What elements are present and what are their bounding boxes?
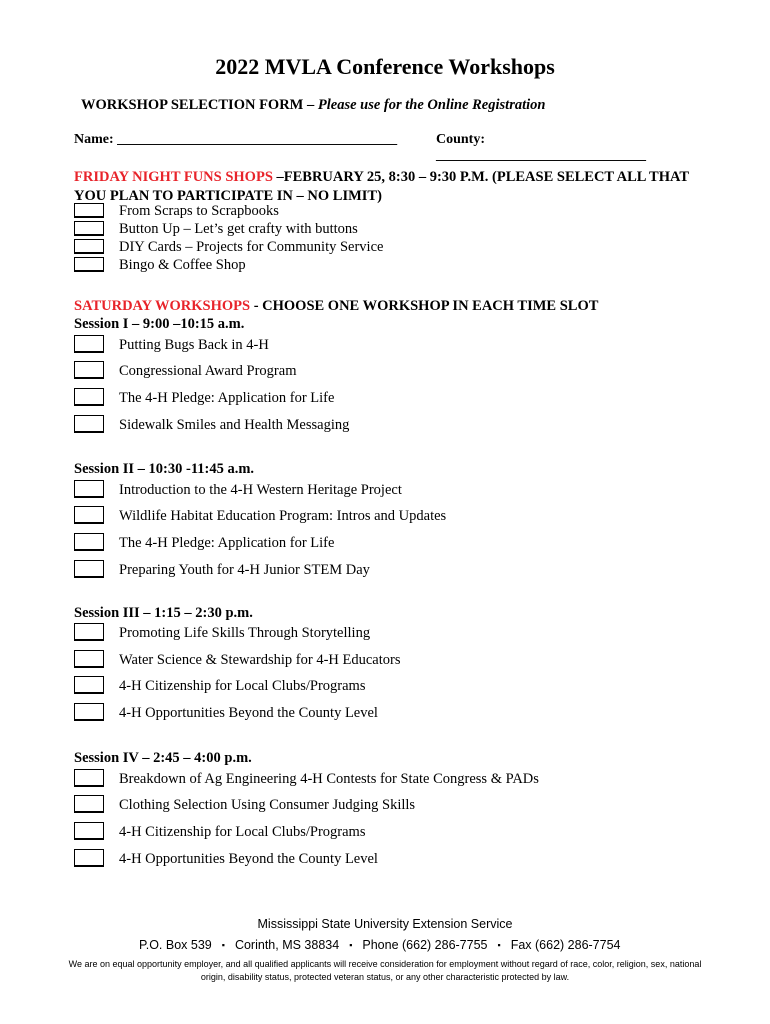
checkbox[interactable] <box>74 703 104 721</box>
footer-phone: Phone (662) 286-7755 <box>362 938 488 952</box>
workshop-option[interactable] <box>74 849 714 871</box>
workshop-option[interactable] <box>74 388 714 410</box>
workshop-option[interactable] <box>74 676 714 698</box>
checkbox[interactable] <box>74 676 104 694</box>
workshop-option[interactable] <box>74 415 714 437</box>
option-label: Water Science & Stewardship for 4-H Educators <box>119 652 401 668</box>
footer-fax: Fax (662) 286-7754 <box>510 938 621 952</box>
option-label: Introduction to the 4-H Western Heritage Project <box>119 482 402 498</box>
option-label: The 4-H Pledge: Application for Life <box>119 535 335 551</box>
checkbox[interactable] <box>74 822 104 840</box>
session-title: Session I – 9:00 –10:15 a.m. <box>74 316 245 332</box>
saturday-heading-details: - CHOOSE ONE WORKSHOP IN EACH TIME SLOT <box>250 298 599 314</box>
checkbox[interactable] <box>74 506 104 524</box>
option-label: Putting Bugs Back in 4-H <box>119 337 269 353</box>
footer-organization: Mississippi State University Extension Service <box>257 917 513 931</box>
option-label: Button Up – Let’s get crafty with buttons <box>119 221 358 237</box>
subtitle-instruction: Please use for the Online Registration <box>317 97 546 113</box>
session-title: Session II – 10:30 -11:45 a.m. <box>74 461 255 477</box>
option-label: 4-H Citizenship for Local Clubs/Programs <box>119 678 366 694</box>
checkbox[interactable] <box>74 533 104 551</box>
option-label: Wildlife Habitat Education Program: Intros and Updates <box>119 508 447 524</box>
checkbox[interactable] <box>74 650 104 668</box>
workshop-option[interactable] <box>74 769 714 791</box>
workshop-option[interactable] <box>74 335 714 357</box>
separator: ▪ <box>221 940 225 950</box>
form-subtitle <box>81 97 545 114</box>
saturday-heading <box>74 297 694 316</box>
checkbox[interactable] <box>74 560 104 578</box>
saturday-heading-title: SATURDAY WORKSHOPS <box>74 298 251 314</box>
workshop-option[interactable] <box>74 623 714 645</box>
checkbox[interactable] <box>74 795 104 813</box>
footer-city: Corinth, MS 38834 <box>234 938 340 952</box>
checkbox[interactable] <box>74 849 104 867</box>
session-title: Session IV – 2:45 – 4:00 p.m. <box>74 750 252 766</box>
checkbox[interactable] <box>74 239 104 254</box>
workshop-option[interactable] <box>74 361 714 383</box>
checkbox[interactable] <box>74 361 104 379</box>
footer-disclaimer: We are on equal opportunity employer, and all qualified applicants will receive consideration for employment without regard of race, color, religion, sex, national origin, disability status, protected veteran status, or any other characteristic protected by law. <box>68 959 702 982</box>
separator: ▪ <box>349 940 353 950</box>
option-label: DIY Cards – Projects for Community Service <box>119 239 384 255</box>
checkbox[interactable] <box>74 769 104 787</box>
option-label: From Scraps to Scrapbooks <box>119 203 279 219</box>
friday-heading <box>74 168 694 206</box>
option-label: 4-H Opportunities Beyond the County Level <box>119 851 378 867</box>
checkbox[interactable] <box>74 203 104 218</box>
checkbox[interactable] <box>74 415 104 433</box>
option-label: The 4-H Pledge: Application for Life <box>119 390 335 406</box>
workshop-option[interactable] <box>74 822 714 844</box>
workshop-option[interactable] <box>74 795 714 817</box>
option-label: Clothing Selection Using Consumer Judging Skills <box>119 797 416 813</box>
option-label: 4-H Opportunities Beyond the County Level <box>119 705 378 721</box>
name-field[interactable]: Name: ________________________________________ <box>74 132 398 147</box>
workshop-option[interactable] <box>74 533 714 555</box>
county-field[interactable]: County: ______________________________ <box>436 132 646 163</box>
footer-contact <box>139 938 621 952</box>
workshop-option[interactable] <box>74 506 714 528</box>
option-label: Sidewalk Smiles and Health Messaging <box>119 417 350 433</box>
workshop-option[interactable] <box>74 650 714 672</box>
friday-option[interactable] <box>74 257 714 279</box>
page-title: 2022 MVLA Conference Workshops <box>215 54 555 79</box>
option-label: 4-H Citizenship for Local Clubs/Programs <box>119 824 366 840</box>
checkbox[interactable] <box>74 480 104 498</box>
checkbox[interactable] <box>74 257 104 272</box>
option-label: Promoting Life Skills Through Storytelling <box>119 625 371 641</box>
footer-address: P.O. Box 539 <box>139 938 212 952</box>
workshop-option[interactable] <box>74 560 714 582</box>
workshop-option[interactable] <box>74 480 714 502</box>
checkbox[interactable] <box>74 623 104 641</box>
friday-heading-details: –FEBRUARY 25, 8:30 – 9:30 P.M. (PLEASE SELECT ALL THAT YOU PLAN TO PARTICIPATE IN – NO LIMIT) <box>74 169 689 204</box>
checkbox[interactable] <box>74 221 104 236</box>
workshop-option[interactable] <box>74 703 714 725</box>
option-label: Bingo & Coffee Shop <box>119 257 246 273</box>
checkbox[interactable] <box>74 335 104 353</box>
session-title: Session III – 1:15 – 2:30 p.m. <box>74 605 253 621</box>
option-label: Preparing Youth for 4-H Junior STEM Day <box>119 562 370 578</box>
separator: ▪ <box>497 940 501 950</box>
checkbox[interactable] <box>74 388 104 406</box>
subtitle-lead: WORKSHOP SELECTION FORM – <box>81 97 318 113</box>
option-label: Congressional Award Program <box>119 363 297 379</box>
name-county-row <box>74 132 694 163</box>
friday-heading-title: FRIDAY NIGHT FUNS SHOPS <box>74 169 273 185</box>
option-label: Breakdown of Ag Engineering 4-H Contests for State Congress & PADs <box>119 771 539 787</box>
